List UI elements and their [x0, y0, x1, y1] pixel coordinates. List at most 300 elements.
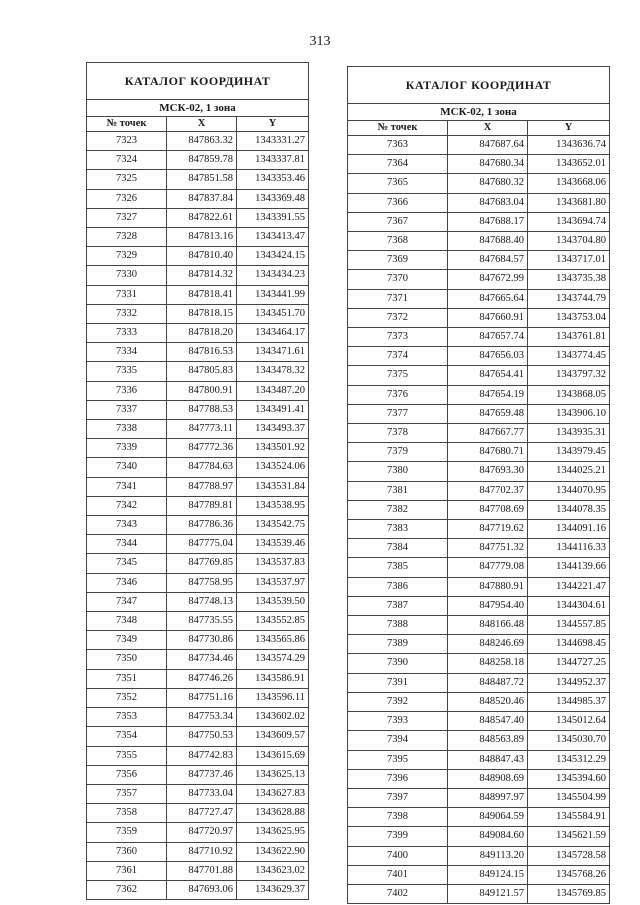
x-coordinate-cell: 847818.15: [167, 304, 237, 323]
x-coordinate-cell: 848258.18: [448, 654, 528, 673]
table-row: [348, 366, 610, 385]
point-number-cell: 7335: [87, 362, 167, 381]
coordinate-catalog-right: [347, 66, 610, 904]
y-coordinate-cell: 1344025.21: [528, 462, 610, 481]
y-coordinate-cell: 1343744.79: [528, 289, 610, 308]
x-coordinate-cell: 847784.63: [167, 458, 237, 477]
x-coordinate-cell: 847751.32: [448, 539, 528, 558]
x-coordinate-cell: 847667.77: [448, 424, 528, 443]
table-row: [87, 765, 309, 784]
y-coordinate-cell: 1343391.55: [237, 208, 309, 227]
x-coordinate-cell: 848997.97: [448, 788, 528, 807]
x-coordinate-cell: 847654.19: [448, 385, 528, 404]
y-coordinate-cell: 1344727.25: [528, 654, 610, 673]
x-coordinate-cell: 847863.32: [167, 132, 237, 151]
x-coordinate-cell: 847693.30: [448, 462, 528, 481]
y-coordinate-cell: 1343625.13: [237, 765, 309, 784]
catalog-title: КАТАЛОГ КООРДИНАТ: [348, 67, 610, 104]
table-row: [87, 727, 309, 746]
table-row: [348, 788, 610, 807]
point-number-cell: 7367: [348, 212, 448, 231]
y-coordinate-cell: 1343704.80: [528, 232, 610, 251]
y-coordinate-cell: 1344221.47: [528, 577, 610, 596]
point-number-cell: 7324: [87, 151, 167, 170]
table-row: [87, 381, 309, 400]
point-number-cell: 7397: [348, 788, 448, 807]
point-number-cell: 7398: [348, 808, 448, 827]
x-coordinate-cell: 847814.32: [167, 266, 237, 285]
table-row: [87, 708, 309, 727]
table-row: [87, 496, 309, 515]
table-row: [87, 324, 309, 343]
x-coordinate-cell: 847748.13: [167, 592, 237, 611]
y-coordinate-cell: 1343935.31: [528, 424, 610, 443]
point-number-cell: 7389: [348, 635, 448, 654]
y-coordinate-cell: 1345012.64: [528, 712, 610, 731]
point-number-cell: 7380: [348, 462, 448, 481]
point-number-cell: 7382: [348, 500, 448, 519]
table-row: [87, 208, 309, 227]
table-row: [87, 804, 309, 823]
y-coordinate-cell: 1343681.80: [528, 193, 610, 212]
point-number-cell: 7385: [348, 558, 448, 577]
point-number-cell: 7373: [348, 328, 448, 347]
table-row: [87, 784, 309, 803]
table-row: [348, 462, 610, 481]
y-coordinate-cell: 1343717.01: [528, 251, 610, 270]
x-coordinate-cell: 847684.57: [448, 251, 528, 270]
x-coordinate-cell: 848246.69: [448, 635, 528, 654]
point-number-cell: 7347: [87, 592, 167, 611]
x-coordinate-cell: 847656.03: [448, 347, 528, 366]
table-row: [348, 616, 610, 635]
y-coordinate-cell: 1343622.90: [237, 842, 309, 861]
table-row: [87, 650, 309, 669]
point-number-cell: 7365: [348, 174, 448, 193]
table-row: [348, 692, 610, 711]
column-header-y: Y: [528, 121, 610, 136]
x-coordinate-cell: 849124.15: [448, 865, 528, 884]
y-coordinate-cell: 1344698.45: [528, 635, 610, 654]
point-number-cell: 7326: [87, 189, 167, 208]
y-coordinate-cell: 1345394.60: [528, 769, 610, 788]
y-coordinate-cell: 1343596.11: [237, 688, 309, 707]
point-number-cell: 7356: [87, 765, 167, 784]
table-row: [348, 635, 610, 654]
x-coordinate-cell: 847786.36: [167, 516, 237, 535]
table-row: [87, 304, 309, 323]
table-row: [348, 577, 610, 596]
x-coordinate-cell: 847758.95: [167, 573, 237, 592]
point-number-cell: 7337: [87, 400, 167, 419]
y-coordinate-cell: 1343441.99: [237, 285, 309, 304]
point-number-cell: 7402: [348, 884, 448, 903]
y-coordinate-cell: 1345728.58: [528, 846, 610, 865]
y-coordinate-cell: 1343753.04: [528, 308, 610, 327]
table-row: [348, 251, 610, 270]
table-row: [348, 500, 610, 519]
y-coordinate-cell: 1343413.47: [237, 228, 309, 247]
table-row: [87, 612, 309, 631]
table-row: [348, 731, 610, 750]
x-coordinate-cell: 848487.72: [448, 673, 528, 692]
table-row: [87, 746, 309, 765]
y-coordinate-cell: 1343451.70: [237, 304, 309, 323]
x-coordinate-cell: 847710.92: [167, 842, 237, 861]
x-coordinate-cell: 847734.46: [167, 650, 237, 669]
y-coordinate-cell: 1343353.46: [237, 170, 309, 189]
x-coordinate-cell: 848547.40: [448, 712, 528, 731]
column-header-x: X: [448, 121, 528, 136]
table-row: [348, 232, 610, 251]
point-number-cell: 7342: [87, 496, 167, 515]
x-coordinate-cell: 847719.62: [448, 520, 528, 539]
catalog-body: [87, 132, 309, 900]
point-number-cell: 7399: [348, 827, 448, 846]
point-number-cell: 7383: [348, 520, 448, 539]
point-number-cell: 7364: [348, 155, 448, 174]
x-coordinate-cell: 847779.08: [448, 558, 528, 577]
table-row: [348, 328, 610, 347]
y-coordinate-cell: 1343434.23: [237, 266, 309, 285]
table-row: [87, 477, 309, 496]
point-number-cell: 7384: [348, 539, 448, 558]
point-number-cell: 7395: [348, 750, 448, 769]
column-header-point: № точек: [348, 121, 448, 136]
x-coordinate-cell: 847720.97: [167, 823, 237, 842]
y-coordinate-cell: 1343424.15: [237, 247, 309, 266]
table-row: [348, 673, 610, 692]
table-row: [348, 308, 610, 327]
table-row: [348, 769, 610, 788]
x-coordinate-cell: 847687.64: [448, 136, 528, 155]
point-number-cell: 7358: [87, 804, 167, 823]
x-coordinate-cell: 847750.53: [167, 727, 237, 746]
point-number-cell: 7325: [87, 170, 167, 189]
y-coordinate-cell: 1345621.59: [528, 827, 610, 846]
y-coordinate-cell: 1343668.06: [528, 174, 610, 193]
x-coordinate-cell: 847737.46: [167, 765, 237, 784]
x-coordinate-cell: 847816.53: [167, 343, 237, 362]
page-number: 313: [309, 34, 331, 49]
table-row: [87, 343, 309, 362]
y-coordinate-cell: 1343868.05: [528, 385, 610, 404]
point-number-cell: 7375: [348, 366, 448, 385]
point-number-cell: 7355: [87, 746, 167, 765]
x-coordinate-cell: 847818.20: [167, 324, 237, 343]
point-number-cell: 7344: [87, 535, 167, 554]
point-number-cell: 7390: [348, 654, 448, 673]
x-coordinate-cell: 847733.04: [167, 784, 237, 803]
y-coordinate-cell: 1344304.61: [528, 596, 610, 615]
table-row: [87, 823, 309, 842]
x-coordinate-cell: 847708.69: [448, 500, 528, 519]
table-row: [87, 592, 309, 611]
x-coordinate-cell: 847859.78: [167, 151, 237, 170]
y-coordinate-cell: 1343628.88: [237, 804, 309, 823]
y-coordinate-cell: 1345769.85: [528, 884, 610, 903]
x-coordinate-cell: 847680.71: [448, 443, 528, 462]
y-coordinate-cell: 1344139.66: [528, 558, 610, 577]
point-number-cell: 7381: [348, 481, 448, 500]
x-coordinate-cell: 847800.91: [167, 381, 237, 400]
y-coordinate-cell: 1344557.85: [528, 616, 610, 635]
y-coordinate-cell: 1345312.29: [528, 750, 610, 769]
point-number-cell: 7366: [348, 193, 448, 212]
table-row: [87, 631, 309, 650]
point-number-cell: 7339: [87, 439, 167, 458]
x-coordinate-cell: 847693.06: [167, 880, 237, 899]
point-number-cell: 7343: [87, 516, 167, 535]
table-row: [348, 481, 610, 500]
table-row: [348, 385, 610, 404]
x-coordinate-cell: 848520.46: [448, 692, 528, 711]
table-row: [348, 212, 610, 231]
x-coordinate-cell: 847788.53: [167, 400, 237, 419]
point-number-cell: 7376: [348, 385, 448, 404]
x-coordinate-cell: 849084.60: [448, 827, 528, 846]
catalog-title: КАТАЛОГ КООРДИНАТ: [87, 63, 309, 100]
table-row: [87, 688, 309, 707]
point-number-cell: 7334: [87, 343, 167, 362]
table-row: [348, 443, 610, 462]
point-number-cell: 7352: [87, 688, 167, 707]
y-coordinate-cell: 1344952.37: [528, 673, 610, 692]
point-number-cell: 7341: [87, 477, 167, 496]
table-row: [348, 424, 610, 443]
column-header-y: Y: [237, 117, 309, 132]
y-coordinate-cell: 1343531.84: [237, 477, 309, 496]
table-row: [348, 136, 610, 155]
table-row: [348, 827, 610, 846]
table-row: [87, 880, 309, 899]
x-coordinate-cell: 847772.36: [167, 439, 237, 458]
point-number-cell: 7378: [348, 424, 448, 443]
x-coordinate-cell: 847730.86: [167, 631, 237, 650]
table-row: [348, 596, 610, 615]
table-row: [87, 516, 309, 535]
x-coordinate-cell: 847773.11: [167, 420, 237, 439]
point-number-cell: 7362: [87, 880, 167, 899]
y-coordinate-cell: 1343602.02: [237, 708, 309, 727]
x-coordinate-cell: 848908.69: [448, 769, 528, 788]
point-number-cell: 7350: [87, 650, 167, 669]
y-coordinate-cell: 1343552.85: [237, 612, 309, 631]
y-coordinate-cell: 1343539.50: [237, 592, 309, 611]
x-coordinate-cell: 847702.37: [448, 481, 528, 500]
y-coordinate-cell: 1343539.46: [237, 535, 309, 554]
point-number-cell: 7368: [348, 232, 448, 251]
y-coordinate-cell: 1343537.83: [237, 554, 309, 573]
table-row: [87, 554, 309, 573]
table-row: [348, 558, 610, 577]
table-row: [87, 151, 309, 170]
y-coordinate-cell: 1343797.32: [528, 366, 610, 385]
point-number-cell: 7353: [87, 708, 167, 727]
x-coordinate-cell: 848563.89: [448, 731, 528, 750]
y-coordinate-cell: 1343337.81: [237, 151, 309, 170]
x-coordinate-cell: 847851.58: [167, 170, 237, 189]
point-number-cell: 7354: [87, 727, 167, 746]
point-number-cell: 7328: [87, 228, 167, 247]
y-coordinate-cell: 1344116.33: [528, 539, 610, 558]
y-coordinate-cell: 1343735.38: [528, 270, 610, 289]
x-coordinate-cell: 847813.16: [167, 228, 237, 247]
x-coordinate-cell: 847654.41: [448, 366, 528, 385]
y-coordinate-cell: 1343615.69: [237, 746, 309, 765]
x-coordinate-cell: 847735.55: [167, 612, 237, 631]
x-coordinate-cell: 847954.40: [448, 596, 528, 615]
y-coordinate-cell: 1343627.83: [237, 784, 309, 803]
x-coordinate-cell: 847880.91: [448, 577, 528, 596]
y-coordinate-cell: 1343694.74: [528, 212, 610, 231]
table-row: [348, 865, 610, 884]
x-coordinate-cell: 847660.91: [448, 308, 528, 327]
table-row: [348, 654, 610, 673]
point-number-cell: 7348: [87, 612, 167, 631]
y-coordinate-cell: 1343542.75: [237, 516, 309, 535]
x-coordinate-cell: 847680.34: [448, 155, 528, 174]
x-coordinate-cell: 847837.84: [167, 189, 237, 208]
y-coordinate-cell: 1345504.99: [528, 788, 610, 807]
y-coordinate-cell: 1343629.37: [237, 880, 309, 899]
y-coordinate-cell: 1343623.02: [237, 861, 309, 880]
table-row: [87, 420, 309, 439]
coordinate-catalog-left: [86, 62, 309, 900]
y-coordinate-cell: 1343493.37: [237, 420, 309, 439]
point-number-cell: 7370: [348, 270, 448, 289]
x-coordinate-cell: 847822.61: [167, 208, 237, 227]
table-row: [348, 846, 610, 865]
catalog-zone: МСК-02, 1 зона: [348, 104, 610, 121]
column-header-x: X: [167, 117, 237, 132]
point-number-cell: 7392: [348, 692, 448, 711]
table-row: [348, 155, 610, 174]
point-number-cell: 7391: [348, 673, 448, 692]
x-coordinate-cell: 847805.83: [167, 362, 237, 381]
table-row: [87, 669, 309, 688]
x-coordinate-cell: 847775.04: [167, 535, 237, 554]
x-coordinate-cell: 847788.97: [167, 477, 237, 496]
x-coordinate-cell: 847818.41: [167, 285, 237, 304]
table-row: [87, 573, 309, 592]
y-coordinate-cell: 1343478.32: [237, 362, 309, 381]
table-row: [87, 362, 309, 381]
x-coordinate-cell: 847701.88: [167, 861, 237, 880]
point-number-cell: 7330: [87, 266, 167, 285]
y-coordinate-cell: 1343524.06: [237, 458, 309, 477]
point-number-cell: 7369: [348, 251, 448, 270]
point-number-cell: 7388: [348, 616, 448, 635]
y-coordinate-cell: 1344985.37: [528, 692, 610, 711]
table-row: [348, 347, 610, 366]
catalog-zone: МСК-02, 1 зона: [87, 100, 309, 117]
table-row: [348, 520, 610, 539]
table-row: [87, 400, 309, 419]
y-coordinate-cell: 1343625.95: [237, 823, 309, 842]
table-row: [87, 132, 309, 151]
table-row: [348, 808, 610, 827]
point-number-cell: 7363: [348, 136, 448, 155]
y-coordinate-cell: 1343487.20: [237, 381, 309, 400]
x-coordinate-cell: 847753.34: [167, 708, 237, 727]
table-row: [87, 170, 309, 189]
table-row: [87, 458, 309, 477]
point-number-cell: 7374: [348, 347, 448, 366]
point-number-cell: 7340: [87, 458, 167, 477]
point-number-cell: 7345: [87, 554, 167, 573]
point-number-cell: 7357: [87, 784, 167, 803]
table-row: [87, 842, 309, 861]
y-coordinate-cell: 1343609.57: [237, 727, 309, 746]
column-header-point: № точек: [87, 117, 167, 132]
y-coordinate-cell: 1343537.97: [237, 573, 309, 592]
table-row: [87, 535, 309, 554]
x-coordinate-cell: 847746.26: [167, 669, 237, 688]
point-number-cell: 7332: [87, 304, 167, 323]
x-coordinate-cell: 848166.48: [448, 616, 528, 635]
point-number-cell: 7331: [87, 285, 167, 304]
y-coordinate-cell: 1343586.91: [237, 669, 309, 688]
x-coordinate-cell: 849121.57: [448, 884, 528, 903]
y-coordinate-cell: 1343464.17: [237, 324, 309, 343]
point-number-cell: 7379: [348, 443, 448, 462]
table-row: [87, 439, 309, 458]
point-number-cell: 7361: [87, 861, 167, 880]
x-coordinate-cell: 849064.59: [448, 808, 528, 827]
y-coordinate-cell: 1343565.86: [237, 631, 309, 650]
x-coordinate-cell: 847680.32: [448, 174, 528, 193]
point-number-cell: 7323: [87, 132, 167, 151]
point-number-cell: 7336: [87, 381, 167, 400]
x-coordinate-cell: 847688.40: [448, 232, 528, 251]
point-number-cell: 7396: [348, 769, 448, 788]
y-coordinate-cell: 1343979.45: [528, 443, 610, 462]
point-number-cell: 7360: [87, 842, 167, 861]
point-number-cell: 7386: [348, 577, 448, 596]
y-coordinate-cell: 1343574.29: [237, 650, 309, 669]
point-number-cell: 7401: [348, 865, 448, 884]
y-coordinate-cell: 1344091.16: [528, 520, 610, 539]
point-number-cell: 7371: [348, 289, 448, 308]
x-coordinate-cell: 847672.99: [448, 270, 528, 289]
x-coordinate-cell: 847688.17: [448, 212, 528, 231]
point-number-cell: 7346: [87, 573, 167, 592]
point-number-cell: 7377: [348, 404, 448, 423]
point-number-cell: 7349: [87, 631, 167, 650]
y-coordinate-cell: 1343491.41: [237, 400, 309, 419]
table-row: [348, 712, 610, 731]
y-coordinate-cell: 1343636.74: [528, 136, 610, 155]
point-number-cell: 7329: [87, 247, 167, 266]
table-row: [87, 861, 309, 880]
catalog-body: [348, 136, 610, 904]
x-coordinate-cell: 847657.74: [448, 328, 528, 347]
point-number-cell: 7327: [87, 208, 167, 227]
table-row: [87, 266, 309, 285]
y-coordinate-cell: 1343331.27: [237, 132, 309, 151]
point-number-cell: 7333: [87, 324, 167, 343]
x-coordinate-cell: 847810.40: [167, 247, 237, 266]
y-coordinate-cell: 1343761.81: [528, 328, 610, 347]
x-coordinate-cell: 847742.83: [167, 746, 237, 765]
table-row: [87, 228, 309, 247]
point-number-cell: 7338: [87, 420, 167, 439]
x-coordinate-cell: 847665.64: [448, 289, 528, 308]
table-row: [348, 289, 610, 308]
table-row: [348, 270, 610, 289]
table-row: [348, 404, 610, 423]
